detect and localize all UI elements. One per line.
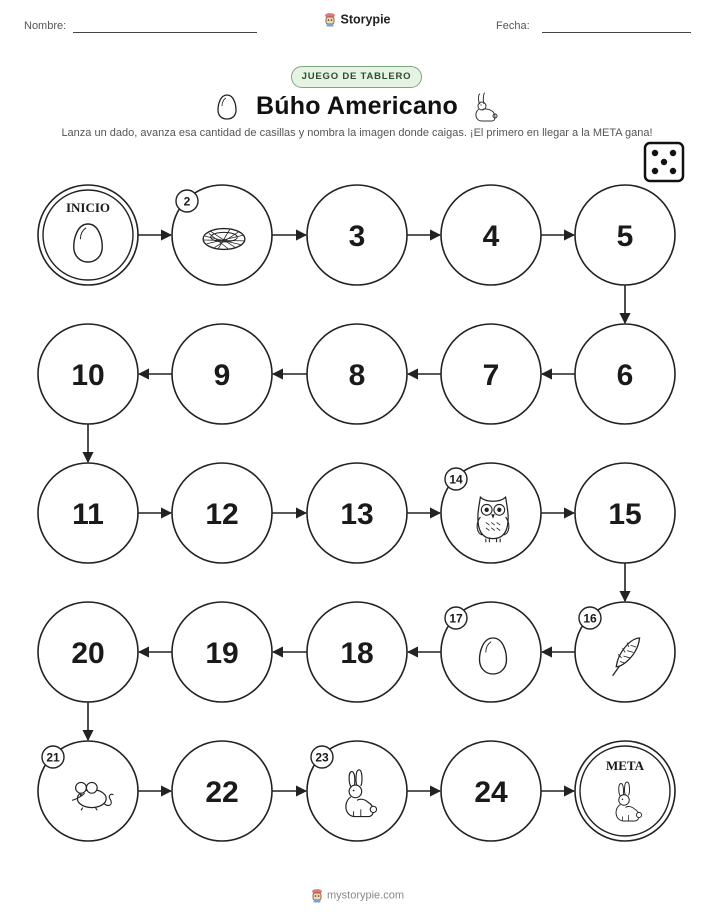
board-space — [172, 602, 272, 702]
board-space — [441, 324, 541, 424]
board-space — [441, 185, 541, 285]
board-space — [575, 602, 675, 702]
space-number: 13 — [340, 498, 374, 531]
board-space — [575, 185, 675, 285]
space-number: 23 — [315, 750, 329, 765]
space-number: 14 — [449, 472, 463, 487]
instructions: Lanza un dado, avanza esa cantidad de casillas y nombra la imagen donde caigas. ¡El primero en llegar a la META gana! — [61, 127, 653, 139]
footer-logo-icon — [310, 888, 324, 903]
board-spaces — [38, 185, 675, 841]
space-number: 12 — [205, 498, 239, 531]
owl-icon — [477, 497, 509, 542]
space-number: 18 — [340, 637, 374, 670]
space-number: 7 — [482, 359, 500, 392]
board-space — [38, 741, 138, 841]
space-number: 6 — [616, 359, 634, 392]
name-label: Nombre: — [24, 20, 67, 32]
egg-icon — [480, 638, 507, 674]
board-space — [307, 602, 407, 702]
category-badge: JUEGO DE TABLERO — [291, 66, 422, 88]
board-space — [307, 463, 407, 563]
footer — [0, 888, 714, 903]
space-number: 5 — [616, 220, 634, 253]
nest-icon — [203, 229, 245, 250]
board-space — [307, 324, 407, 424]
space-number: 8 — [348, 359, 366, 392]
space-number: 21 — [46, 750, 60, 765]
board-space — [441, 602, 541, 702]
board-space — [38, 324, 138, 424]
start-label: INICIO — [65, 200, 111, 215]
space-number: 4 — [482, 220, 500, 253]
board-space — [575, 463, 675, 563]
space-number: 3 — [348, 220, 366, 253]
space-number: 15 — [608, 498, 642, 531]
board-space — [575, 324, 675, 424]
start-space — [38, 185, 138, 285]
page-title: Búho Americano — [256, 92, 458, 120]
space-number: 11 — [72, 498, 104, 531]
space-number: 19 — [205, 637, 239, 670]
space-number: 22 — [205, 776, 239, 809]
finish-space — [575, 741, 675, 841]
space-number: 10 — [71, 359, 105, 392]
board-space — [441, 463, 541, 563]
space-number: 17 — [449, 611, 463, 626]
space-number: 16 — [583, 611, 597, 626]
board-space — [441, 741, 541, 841]
space-number: 9 — [213, 359, 231, 392]
finish-label: META — [605, 758, 645, 773]
board-space — [307, 185, 407, 285]
board-space — [172, 324, 272, 424]
brand-name: Storypie — [340, 12, 391, 27]
egg-icon — [74, 224, 103, 262]
date-label: Fecha: — [496, 20, 530, 32]
board-space — [172, 463, 272, 563]
space-number: 20 — [71, 637, 105, 670]
board-space — [38, 602, 138, 702]
board-space — [172, 741, 272, 841]
footer-site[interactable]: mystorypie.com — [326, 889, 405, 902]
board-space — [38, 463, 138, 563]
board-space — [172, 185, 272, 285]
space-number: 2 — [183, 194, 191, 209]
space-number: 24 — [474, 776, 508, 809]
board-space — [307, 741, 407, 841]
